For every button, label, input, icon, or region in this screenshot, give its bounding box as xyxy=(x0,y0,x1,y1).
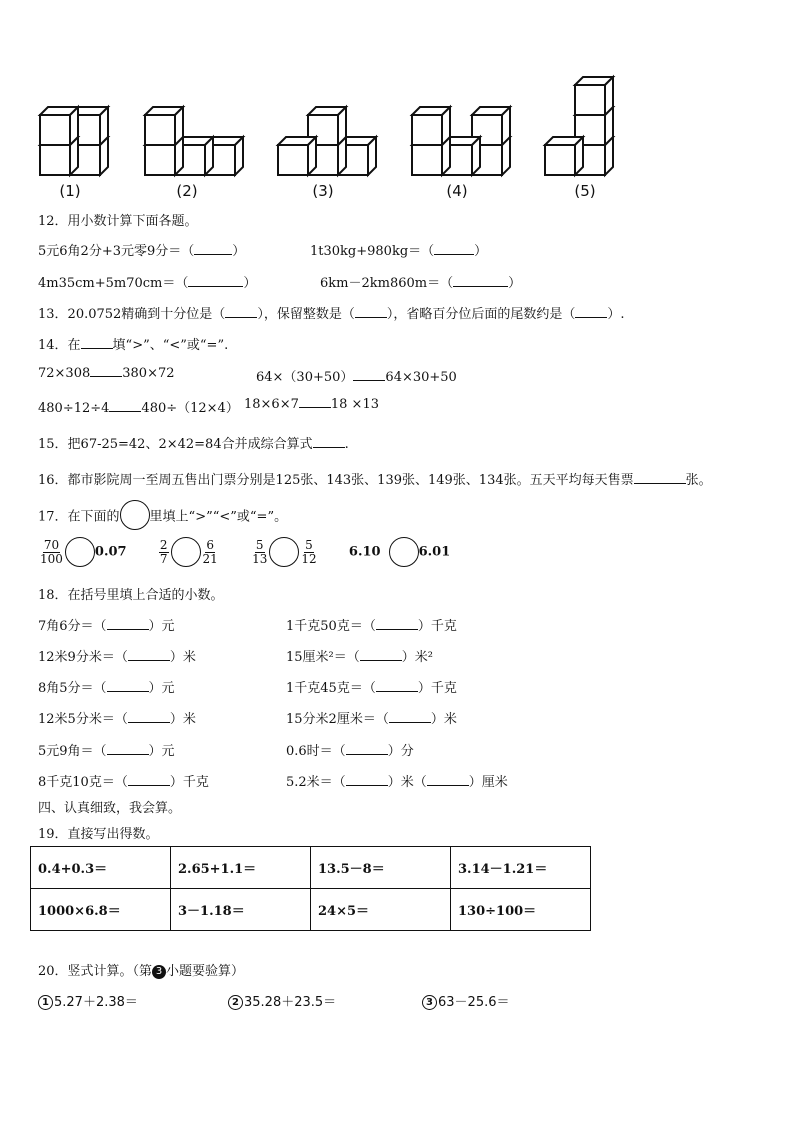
compare-circle[interactable] xyxy=(389,537,419,567)
table-cell: 2.65+1.1＝ xyxy=(171,847,311,889)
cube-face xyxy=(205,137,213,175)
figure-label: (1) xyxy=(59,182,81,200)
q18-right-item: 15分米2厘米＝（ ）米 xyxy=(286,712,457,727)
calc-table xyxy=(30,846,591,931)
q12-item-a: 5元6角2分+3元零9分＝（ ） xyxy=(38,244,246,259)
q15: 15．把67-25=42、2×42=84合并成综合算式 . xyxy=(38,437,349,452)
q18-left-item: 7角6分＝（ ）元 xyxy=(38,619,175,634)
cube-face xyxy=(278,145,308,175)
answer-blank[interactable] xyxy=(453,286,508,287)
q12-item-d: 6km－2km860m＝（ ） xyxy=(320,276,522,291)
answer-blank[interactable] xyxy=(434,254,474,255)
answer-blank[interactable] xyxy=(128,722,170,723)
q18-right-item: 5.2米＝（ ）米（ ）厘米 xyxy=(286,775,508,790)
cube-face xyxy=(442,107,450,145)
cube-figures xyxy=(30,70,630,210)
table-row xyxy=(31,847,591,889)
cube-face xyxy=(70,107,78,145)
answer-blank[interactable] xyxy=(575,317,607,318)
q17-title: 17．在下面的 里填上“>”“<”或“=”。 xyxy=(38,500,287,530)
q14-title: 14．在 填“>”、“<”或“=”. xyxy=(38,338,229,353)
table-cell: 0.4+0.3＝ xyxy=(31,847,171,889)
fraction: $\frac{5}{12}$ xyxy=(301,537,317,566)
answer-blank[interactable] xyxy=(109,411,141,412)
q12-item-c: 4m35cm+5m70cm＝（ ） xyxy=(38,276,257,291)
cube-face xyxy=(40,145,70,175)
compare-circle[interactable] xyxy=(269,537,299,567)
cube-face xyxy=(235,137,243,175)
cube-face xyxy=(575,137,583,175)
answer-blank[interactable] xyxy=(355,317,387,318)
fraction: $\frac{6}{21}$ xyxy=(202,537,218,566)
answer-blank[interactable] xyxy=(313,447,345,448)
q19-title: 19．直接写出得数。 xyxy=(38,827,159,842)
figure-label: (5) xyxy=(574,182,596,200)
answer-blank[interactable] xyxy=(188,286,243,287)
table-cell: 3－1.18＝ xyxy=(171,889,311,931)
answer-blank[interactable] xyxy=(376,629,418,630)
cube-face xyxy=(338,107,346,145)
cube-face xyxy=(368,137,376,175)
cube-face xyxy=(308,137,316,175)
q18-left-item: 5元9角＝（ ）元 xyxy=(38,744,175,759)
answer-blank[interactable] xyxy=(107,691,149,692)
q20-title: 20．竖式计算。（第 3 小题要验算） xyxy=(38,964,245,979)
cube-face xyxy=(40,115,70,145)
compare-circle[interactable] xyxy=(65,537,95,567)
answer-blank[interactable] xyxy=(360,660,402,661)
cube-face xyxy=(412,145,442,175)
q18-left-item: 12米5分米＝（ ）米 xyxy=(38,712,196,727)
table-cell: 130÷100＝ xyxy=(451,889,591,931)
q12-title: 12．用小数计算下面各题。 xyxy=(38,214,198,229)
answer-blank[interactable] xyxy=(90,376,122,377)
answer-blank[interactable] xyxy=(107,754,149,755)
cube-face xyxy=(502,107,510,145)
cube-face xyxy=(575,85,605,115)
cube-face xyxy=(145,115,175,145)
answer-blank[interactable] xyxy=(346,785,388,786)
fraction: $\frac{70}{100}$ xyxy=(40,537,63,566)
circled-number: 3 xyxy=(152,965,166,979)
q17-items: $\frac{70}{100}$ 0.07 $\frac{2}{7}$ $\frac{6}{21}$ $\frac{5}{13}$ $\frac{5}{12}$ 6.10 6.01 xyxy=(40,537,451,566)
fraction: $\frac{2}{7}$ xyxy=(159,537,168,566)
section-heading: 四、认真细致，我会算。 xyxy=(38,801,182,816)
fraction: $\frac{5}{13}$ xyxy=(252,537,268,566)
answer-blank[interactable] xyxy=(346,754,388,755)
q14-item-d: 18×6×7 18 ×13 xyxy=(244,397,379,412)
q20-item-3: 3 63－25.6＝ xyxy=(422,991,510,1010)
cube-face xyxy=(545,145,575,175)
answer-blank[interactable] xyxy=(299,407,331,408)
figure-label: (2) xyxy=(176,182,198,200)
q20-item-1: 1 5.27＋2.38＝ xyxy=(38,991,138,1010)
answer-blank[interactable] xyxy=(128,785,170,786)
q12-item-b: 1t30kg+980kg＝（ ） xyxy=(310,244,488,259)
table-row xyxy=(31,889,591,931)
q18-right-item: 1千克50克＝（ ）千克 xyxy=(286,619,457,634)
q16: 16．都市影院周一至周五售出门票分别是125张、143张、139张、149张、134张。五天平均每天售票 张。 xyxy=(38,473,712,488)
circle-blank-example xyxy=(120,500,150,530)
answer-blank[interactable] xyxy=(194,254,232,255)
table-cell: 13.5－8＝ xyxy=(311,847,451,889)
answer-blank[interactable] xyxy=(376,691,418,692)
table-cell: 1000×6.8＝ xyxy=(31,889,171,931)
answer-blank[interactable] xyxy=(389,722,431,723)
q18-title: 18．在括号里填上合适的小数。 xyxy=(38,588,224,603)
cube-face xyxy=(472,137,480,175)
q18-left-item: 12米9分米＝（ ）米 xyxy=(38,650,196,665)
cube-face xyxy=(412,115,442,145)
cube-face xyxy=(605,77,613,115)
blank-line xyxy=(81,348,113,349)
cube-face xyxy=(175,107,183,145)
table-cell: 24×5＝ xyxy=(311,889,451,931)
q14-item-b: 64×（30+50） 64×30+50 xyxy=(256,370,457,385)
compare-circle[interactable] xyxy=(171,537,201,567)
q14-item-c: 480÷12÷4 480÷（12×4） xyxy=(38,401,239,416)
answer-blank[interactable] xyxy=(353,380,385,381)
q18-right-item: 1千克45克＝（ ）千克 xyxy=(286,681,457,696)
q18-right-item: 0.6时＝（ ）分 xyxy=(286,744,414,759)
q18-right-item: 15厘米²＝（ ）米² xyxy=(286,650,433,665)
answer-blank[interactable] xyxy=(634,483,686,484)
answer-blank[interactable] xyxy=(107,629,149,630)
figure-label: (4) xyxy=(446,182,468,200)
table-cell: 3.14－1.21＝ xyxy=(451,847,591,889)
cube-face xyxy=(100,107,108,145)
q18-left-item: 8千克10克＝（ ）千克 xyxy=(38,775,209,790)
answer-blank[interactable] xyxy=(225,317,257,318)
q13: 13．20.0752精确到十分位是（ ），保留整数是（ ），省略百分位后面的尾数约是（ ）. xyxy=(38,307,625,322)
q14-item-a: 72×308 380×72 xyxy=(38,366,175,381)
q18-left-item: 8角5分＝（ ）元 xyxy=(38,681,175,696)
cube-face xyxy=(145,145,175,175)
answer-blank[interactable] xyxy=(128,660,170,661)
figure-label: (3) xyxy=(312,182,334,200)
q20-item-2: 2 35.28＋23.5＝ xyxy=(228,991,336,1010)
answer-blank[interactable] xyxy=(427,785,469,786)
